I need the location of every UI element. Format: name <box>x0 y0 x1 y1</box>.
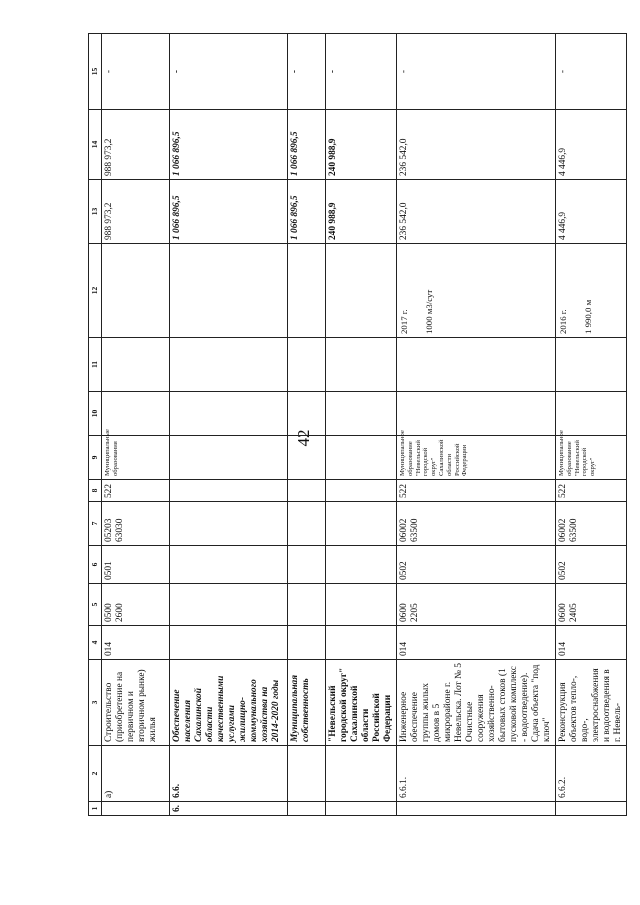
amount-cell: 4 446,9 <box>556 110 627 180</box>
header-cell: 3 <box>89 660 102 746</box>
value-cell <box>170 392 288 436</box>
capacity-cell <box>556 244 627 338</box>
table-row <box>326 34 397 816</box>
row-number-cell <box>102 802 170 816</box>
code-cell: 0502 <box>397 546 556 584</box>
table-row <box>397 34 556 816</box>
header-cell: 7 <box>89 502 102 546</box>
table-row <box>102 34 170 816</box>
value-cell <box>397 392 556 436</box>
executor-cell: Муниципальные образования <box>102 436 170 480</box>
last-cell: - <box>102 34 170 110</box>
executor-cell <box>170 436 288 480</box>
code-cell: 0502 <box>556 546 627 584</box>
last-cell: - <box>288 34 326 110</box>
header-cell: 12 <box>89 244 102 338</box>
header-cell: 10 <box>89 392 102 436</box>
page-number: 42 <box>294 429 313 447</box>
row-number-cell: 6. <box>170 802 288 816</box>
year-text: 2017 г. <box>399 309 409 334</box>
amount-cell: 1 066 896,5 <box>170 110 288 180</box>
value-cell <box>556 392 627 436</box>
capacity-cell <box>170 244 288 338</box>
code-cell <box>326 626 397 660</box>
executor-cell <box>288 436 326 480</box>
amount-cell: 240 988,9 <box>326 180 397 244</box>
last-cell: - <box>556 34 627 110</box>
capacity-cell <box>288 244 326 338</box>
code-cell: 014 <box>556 626 627 660</box>
code-cell <box>288 480 326 502</box>
row-id-cell: 6.6.2. <box>556 746 627 802</box>
row-id-cell: а) <box>102 746 170 802</box>
amount-cell: 240 988,9 <box>326 110 397 180</box>
code-cell <box>170 626 288 660</box>
header-row <box>89 34 102 816</box>
header-cell: 9 <box>89 436 102 480</box>
header-cell: 5 <box>89 584 102 626</box>
amount-cell: 1 066 896,5 <box>288 180 326 244</box>
code-cell <box>326 584 397 626</box>
code-cell <box>288 546 326 584</box>
amount-cell: 988 973,2 <box>102 180 170 244</box>
rotated-table-container <box>88 34 623 816</box>
amount-cell: 1 066 896,5 <box>170 180 288 244</box>
table-region <box>88 34 623 816</box>
capacity-text: 1000 м3/сут <box>423 289 434 334</box>
code-cell: 014 <box>397 626 556 660</box>
data-table <box>88 33 627 816</box>
amount-cell: 236 542,0 <box>397 110 556 180</box>
code-cell: 06002 63500 <box>556 502 627 546</box>
code-cell <box>288 626 326 660</box>
code-cell <box>288 584 326 626</box>
value-cell <box>102 392 170 436</box>
row-number-cell <box>397 802 556 816</box>
executor-cell: Муниципальное образование "Невельский городской округ" Сахалинской области Российской Федерации <box>397 436 556 480</box>
header-cell: 14 <box>89 110 102 180</box>
value-cell <box>288 338 326 392</box>
table-row <box>288 34 326 816</box>
row-name-cell: Реконструкция объектов тепло-, водо-, электроснабжения и водоотведения в г. Невель- <box>556 660 627 746</box>
row-id-cell: 6.6. <box>170 746 288 802</box>
row-name-cell: Муниципальная собственность <box>288 660 326 746</box>
code-cell <box>170 502 288 546</box>
code-cell: 0500 2600 <box>102 584 170 626</box>
table-row <box>556 34 627 816</box>
value-cell <box>397 338 556 392</box>
row-id-cell <box>326 746 397 802</box>
value-cell <box>326 338 397 392</box>
value-cell <box>288 392 326 436</box>
code-cell <box>170 480 288 502</box>
value-cell <box>326 392 397 436</box>
row-name-cell: "Невельский городской округ" Сахалинской области Российской Федерации <box>326 660 397 746</box>
row-name-cell: Обеспечение населения Сахалинской области качественными услугами жилищно-коммунального хозяйства на 2014-2020 годы <box>170 660 288 746</box>
capacity-cell <box>102 244 170 338</box>
header-cell: 15 <box>89 34 102 110</box>
code-cell: 014 <box>102 626 170 660</box>
code-cell <box>170 584 288 626</box>
executor-cell <box>326 436 397 480</box>
value-cell <box>556 338 627 392</box>
amount-cell: 1 066 896,5 <box>288 110 326 180</box>
row-id-cell: 6.6.1. <box>397 746 556 802</box>
header-cell: 11 <box>89 338 102 392</box>
capacity-cell <box>326 244 397 338</box>
code-cell: 06002 63500 <box>397 502 556 546</box>
amount-cell: 236 542,0 <box>397 180 556 244</box>
value-cell <box>170 338 288 392</box>
table-row <box>170 34 288 816</box>
capacity-cell <box>397 244 556 338</box>
value-cell <box>102 338 170 392</box>
code-cell <box>326 502 397 546</box>
last-cell: - <box>326 34 397 110</box>
code-cell <box>170 546 288 584</box>
executor-cell: Муниципальное образование "Невельский городской округ" <box>556 436 627 480</box>
code-cell: 522 <box>397 480 556 502</box>
code-cell: 0501 <box>102 546 170 584</box>
row-name-cell: Инженерное обеспечение группы жилых домов в 5 микрорайоне г. Невельска. Лот № 5 Очистные сооружения хозяйственно-бытовых стоков (1 пусковой комплекс - водоотведение). Сдача объекта "под ключ" <box>397 660 556 746</box>
code-cell <box>288 502 326 546</box>
row-number-cell <box>326 802 397 816</box>
code-cell: 0600 2205 <box>397 584 556 626</box>
last-cell: - <box>170 34 288 110</box>
header-cell: 2 <box>89 746 102 802</box>
header-cell: 6 <box>89 546 102 584</box>
header-cell: 13 <box>89 180 102 244</box>
year-text: 2016 г. <box>558 309 568 334</box>
row-number-cell <box>556 802 627 816</box>
header-cell: 8 <box>89 480 102 502</box>
code-cell <box>326 546 397 584</box>
header-cell: 4 <box>89 626 102 660</box>
code-cell: 05203 63030 <box>102 502 170 546</box>
code-cell: 522 <box>556 480 627 502</box>
capacity-text: 1 990,0 м <box>582 299 593 334</box>
code-cell: 522 <box>102 480 170 502</box>
row-id-cell <box>288 746 326 802</box>
header-cell: 1 <box>89 802 102 816</box>
amount-cell: 988 973,2 <box>102 110 170 180</box>
row-number-cell <box>288 802 326 816</box>
last-cell: - <box>397 34 556 110</box>
code-cell: 0600 2405 <box>556 584 627 626</box>
amount-cell: 4 446,9 <box>556 180 627 244</box>
row-name-cell: Строительство (приобретение на первичном и вторичном рынке) жилья <box>102 660 170 746</box>
code-cell <box>326 480 397 502</box>
